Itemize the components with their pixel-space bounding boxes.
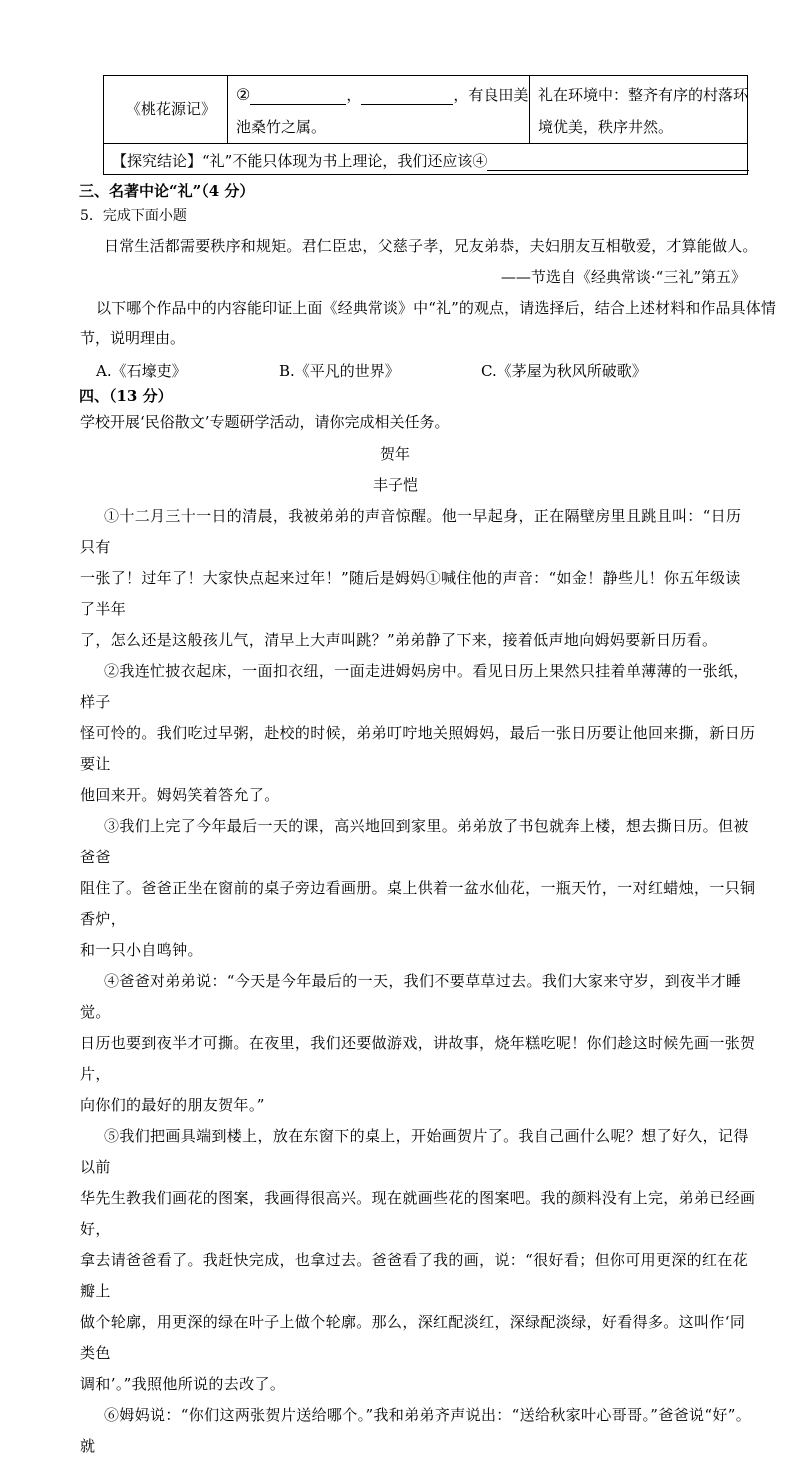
paragraph bbox=[80, 1121, 756, 1400]
line: ④爸爸对弟弟说：“今天是今年最后的一天，我们不要草草过去。我们大家来守岁，到夜半才睡觉。 bbox=[80, 972, 742, 1021]
item-number: ② bbox=[236, 85, 251, 104]
table-cell-note: 礼在环境中：整齐有序的村落环 bbox=[538, 86, 749, 104]
table-divider bbox=[529, 76, 530, 143]
quote-source: ——节选自《经典常谈·“三礼”第五》 bbox=[500, 268, 746, 286]
table-cell-title: 《桃花源记》 bbox=[126, 100, 217, 118]
table-divider bbox=[227, 76, 228, 143]
table-divider bbox=[104, 143, 747, 144]
paragraph bbox=[80, 811, 756, 966]
paragraph bbox=[80, 501, 756, 656]
section-heading: 三、名著中论“礼”（4 分） bbox=[79, 182, 255, 200]
answer-blank[interactable] bbox=[250, 88, 346, 105]
option-b[interactable]: B.《平凡的世界》 bbox=[279, 362, 400, 380]
line: 一张了！过年了！大家快点起来过年！”随后是姆妈①喊住他的声音：“如金！静些儿！你五年级读了半年 bbox=[80, 569, 741, 618]
table-cell-fill bbox=[236, 84, 528, 105]
task-intro: 学校开展‘民俗散文’专题研学活动，请你完成相关任务。 bbox=[80, 413, 450, 431]
article-author: 丰子恺 bbox=[373, 476, 419, 494]
conclusion-text: 【探究结论】“礼”不能只体现为书上理论，我们还应该④ bbox=[112, 152, 488, 170]
question-prompt: 节，说明理由。 bbox=[80, 329, 186, 347]
table-cell-text: 池桑竹之属。 bbox=[236, 118, 327, 136]
option-c[interactable]: C.《茅屋为秋风所破歌》 bbox=[481, 362, 647, 380]
line: 华先生教我们画花的图案，我画得很高兴。现在就画些花的图案吧。我的颜料没有上完，弟弟已经画好， bbox=[80, 1189, 756, 1238]
line: 向你们的最好的朋友贺年。” bbox=[80, 1096, 265, 1114]
line: 日历也要到夜半才可撕。在夜里，我们还要做游戏，讲故事，烧年糕吃呢！你们趁这时候先画一张贺片， bbox=[80, 1034, 756, 1083]
line: 怪可怜的。我们吃过早粥，赴校的时候，弟弟叮咛地关照姆妈，最后一张日历要让他回来撕，新日历要让 bbox=[80, 724, 756, 773]
info-table bbox=[103, 75, 748, 175]
answer-blank[interactable] bbox=[361, 88, 453, 105]
line: 调和’。”我照他所说的去改了。 bbox=[80, 1375, 286, 1393]
line: 他回来开。姆妈笑着答允了。 bbox=[80, 786, 280, 804]
line: ②我连忙披衣起床，一面扣衣纽，一面走进姆妈房中。看见日历上果然只挂着单薄薄的一张纸，样子 bbox=[80, 662, 749, 711]
table-cell-note: 境优美，秩序井然。 bbox=[538, 118, 674, 136]
article-body bbox=[80, 501, 756, 1462]
option-a[interactable]: A.《石壕吏》 bbox=[96, 362, 187, 380]
line: 了，怎么还是这般孩儿气，清早上大声叫跳？”弟弟静了下来，接着低声地向姆妈要新日历看。 bbox=[80, 631, 718, 649]
fill-text: ，有良田美 bbox=[453, 86, 529, 104]
article-title: 贺年 bbox=[380, 445, 411, 463]
question-number: 5．完成下面小题 bbox=[80, 208, 187, 224]
line: ③我们上完了今年最后一天的课，高兴地回到家里。弟弟放了书包就奔上楼，想去撕日历。但被爸爸 bbox=[80, 817, 749, 866]
line: 和一只小自鸣钟。 bbox=[80, 941, 203, 959]
paragraph bbox=[80, 1400, 756, 1462]
paragraph bbox=[80, 966, 756, 1121]
line: 做个轮廓，用更深的绿在叶子上做个轮廓。那么，深红配淡红，深绿配淡绿，好看得多。这叫作‘同类色 bbox=[80, 1313, 746, 1362]
answer-blank[interactable] bbox=[487, 154, 749, 171]
quote-text: 日常生活都需要秩序和规矩。君仁臣忠，父慈子孝，兄友弟恭，夫妇朋友互相敬爱，才算能做人。 bbox=[104, 237, 758, 255]
comma-text: ， bbox=[346, 86, 362, 104]
question-prompt: 以下哪个作品中的内容能印证上面《经典常谈》中“礼”的观点，请选择后，结合上述材料和作品具体情 bbox=[96, 299, 776, 317]
line: ⑤我们把画具端到楼上，放在东窗下的桌上，开始画贺片了。我自己画什么呢？想了好久，记得以前 bbox=[80, 1127, 749, 1176]
paragraph bbox=[80, 656, 756, 811]
conclusion-row bbox=[112, 150, 749, 171]
section-heading: 四、（13 分） bbox=[79, 387, 173, 405]
line: ①十二月三十一日的清晨，我被弟弟的声音惊醒。他一早起身，正在隔壁房里且跳且叫：“日历只有 bbox=[80, 507, 742, 556]
line: 阻住了。爸爸正坐在窗前的桌子旁边看画册。桌上供着一盆水仙花，一瓶天竹，一对红蜡烛，一只铜香炉， bbox=[80, 879, 756, 928]
line: 拿去请爸爸看了。我赶快完成，也拿过去。爸爸看了我的画，说：“很好看；但你可用更深的红在花瓣上 bbox=[80, 1251, 749, 1300]
line: ⑥姆妈说：“你们这两张贺片送给哪个。”我和弟弟齐声说出：“送给秋家叶心哥哥。”爸爸说“好”。就 bbox=[80, 1406, 752, 1455]
